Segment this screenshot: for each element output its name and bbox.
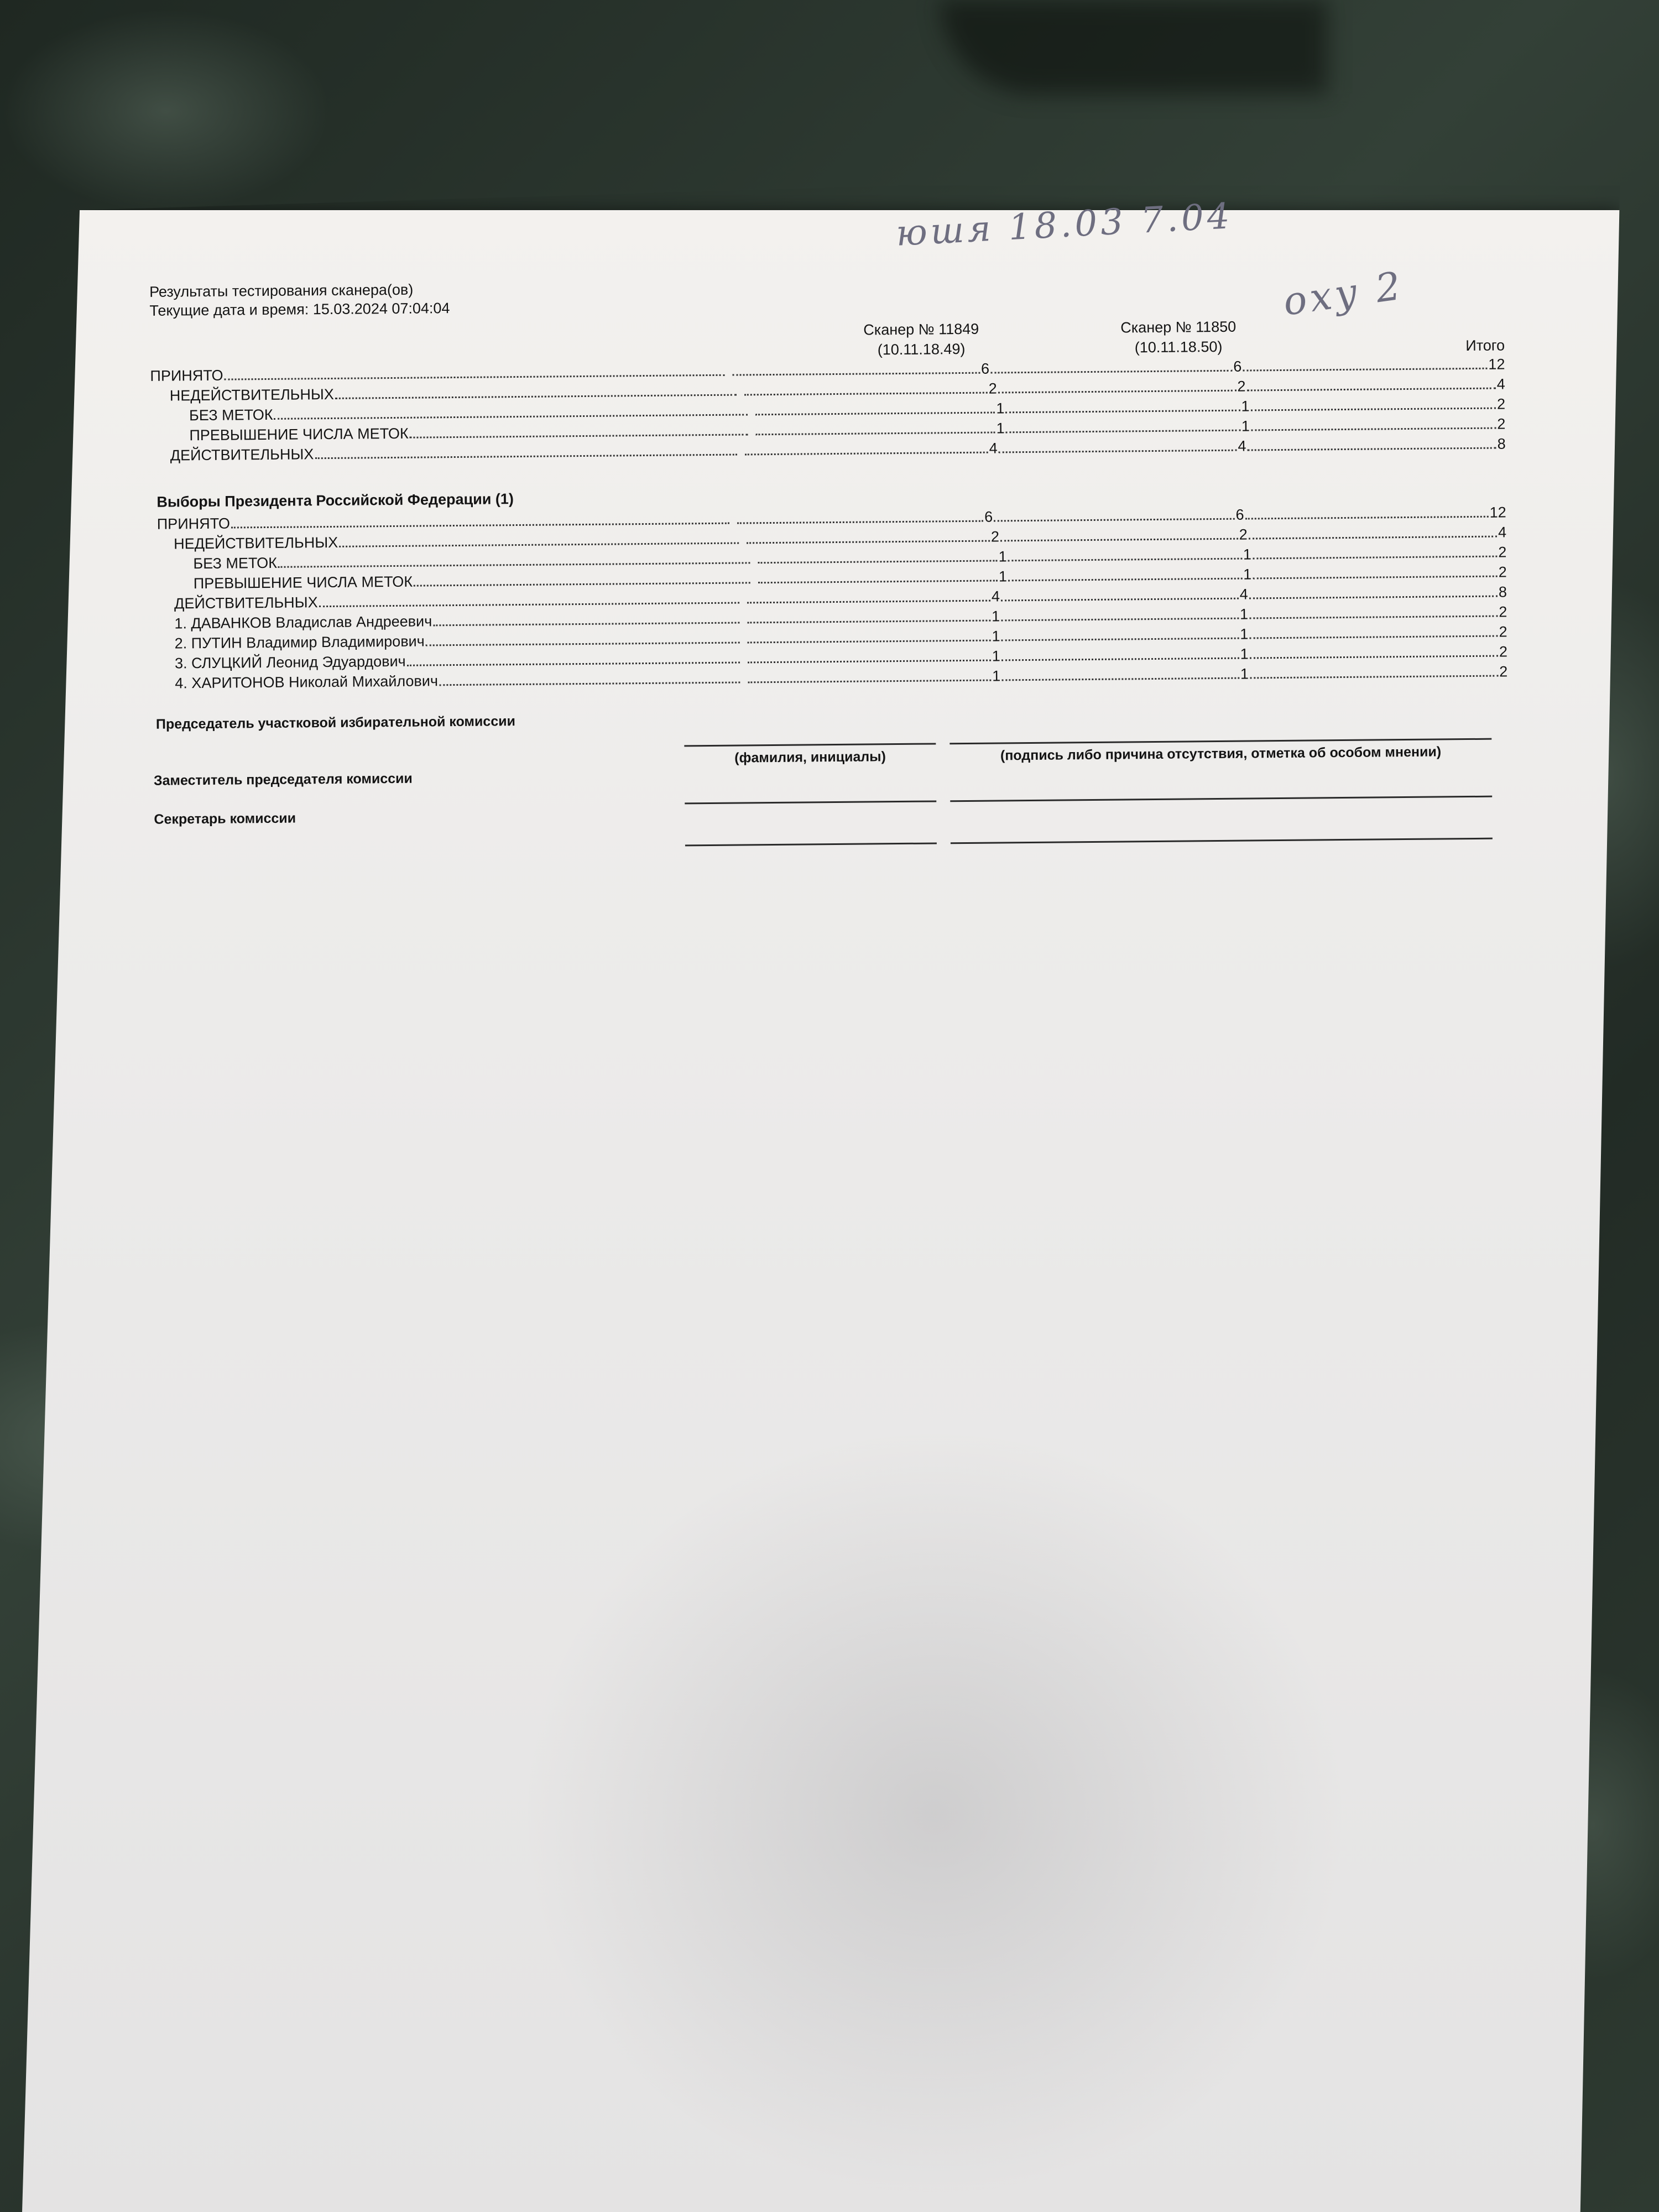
scanner1-ip: (10.11.18.49) (877, 340, 966, 358)
row-label: БЕЗ МЕТОК (189, 406, 273, 424)
handwritten-note-top: юшя 18.03 7.04 (895, 196, 1234, 254)
total-value: 2 (1499, 603, 1507, 620)
scanner1-value: 6 (984, 508, 993, 525)
total-value: 2 (1498, 544, 1507, 561)
scanner2-value: 1 (1239, 606, 1249, 623)
row-label: ПРЕВЫШЕНИЕ ЧИСЛА МЕТОК (193, 573, 413, 592)
scanner2-value: 1 (1241, 418, 1250, 435)
scanner1-value: 2 (990, 528, 1000, 545)
row-label: БЕЗ МЕТОК (193, 554, 278, 572)
deputy-name-line[interactable] (685, 800, 936, 804)
candidate-name: 4. ХАРИТОНОВ Николай Михайлович (175, 672, 439, 692)
total-value: 12 (1489, 504, 1506, 521)
candidate-name: 3. СЛУЦКИЙ Леонид Эдуардович (174, 653, 406, 672)
scanner2-value: 2 (1237, 378, 1246, 395)
scanner1-value: 4 (991, 588, 1000, 605)
scanner2-value: 1 (1243, 546, 1252, 563)
scanner1-value: 6 (980, 360, 990, 377)
total-value: 2 (1499, 643, 1508, 660)
scanner1-header (838, 319, 1005, 360)
scanner2-value: 6 (1235, 506, 1244, 523)
scanner2-value: 4 (1239, 586, 1248, 603)
scanner2-value: 1 (1240, 625, 1249, 643)
row-label: ПРИНЯТО (156, 515, 231, 533)
scanner1-value: 1 (996, 400, 1005, 417)
row-label: НЕДЕЙСТВИТЕЛЬНЫХ (169, 385, 334, 404)
scanner1-value: 1 (992, 628, 1000, 645)
candidate-name: 1. ДАВАНКОВ Владислав Андреевич (174, 613, 432, 632)
row-label: ПРЕВЫШЕНИЕ ЧИСЛА МЕТОК (189, 425, 409, 444)
scanner2-value: 1 (1243, 566, 1252, 583)
total-value: 2 (1499, 623, 1507, 640)
scanner2-value: 1 (1240, 645, 1249, 662)
name-caption: (фамилия, инициалы) (734, 749, 886, 766)
report-title: Результаты тестирования сканера(ов) (149, 281, 414, 300)
scanner2-header (1095, 316, 1262, 358)
chair-label: Председатель участковой избирательной комиссии (155, 713, 516, 732)
election-title: Выборы Президента Российской Федерации (1) (156, 491, 514, 510)
row-label: ДЕЙСТВИТЕЛЬНЫХ (174, 594, 318, 612)
scanner2-value: 1 (1241, 398, 1250, 415)
total-value: 2 (1499, 663, 1508, 680)
candidate-name: 2. ПУТИН Владимир Владимирович (174, 633, 425, 652)
total-value: 2 (1496, 395, 1506, 413)
row-label: НЕДЕЙСТВИТЕЛЬНЫХ (174, 534, 338, 552)
scanner2-value: 1 (1240, 665, 1249, 682)
scanner2-ip: (10.11.18.50) (1134, 338, 1223, 356)
total-value: 4 (1498, 524, 1507, 541)
secretary-signature-line[interactable] (951, 838, 1493, 844)
secretary-label: Секретарь комиссии (154, 810, 296, 827)
scanner1-value: 4 (989, 440, 998, 457)
scanner1-value: 1 (992, 667, 1001, 685)
deputy-signature-line[interactable] (950, 796, 1492, 802)
secretary-name-line[interactable] (685, 842, 937, 846)
total-value: 4 (1496, 375, 1505, 393)
scanner2-value: 2 (1239, 526, 1248, 543)
scanner1-value: 1 (992, 608, 1000, 625)
total-value: 8 (1498, 583, 1507, 601)
total-value: 12 (1488, 356, 1505, 373)
scanner-test-report (138, 270, 1510, 901)
row-label: ПРИНЯТО (150, 367, 223, 384)
scanner2-value: 6 (1233, 358, 1242, 375)
handwritten-note-side: оху 2 (1280, 263, 1407, 325)
scanner1-value: 1 (998, 548, 1007, 565)
row-label: ДЕЙСТВИТЕЛЬНЫХ (170, 446, 314, 464)
paper-shadow (520, 1427, 1349, 2201)
scanner1-value: 1 (992, 648, 1001, 665)
total-value: 2 (1497, 415, 1506, 432)
scanner1-value: 2 (988, 380, 997, 397)
total-value: 2 (1498, 564, 1507, 581)
total-value: 8 (1497, 435, 1506, 452)
scanner1-value: 1 (998, 568, 1008, 585)
scanner1-name: Сканер № 11849 (863, 320, 979, 338)
signature-caption: (подпись либо причина отсутствия, отметка об особом мнении) (1000, 744, 1442, 764)
scanner2-name: Сканер № 11850 (1120, 318, 1237, 336)
scanner2-value: 4 (1238, 437, 1246, 455)
counter-surface-shadow (940, 0, 1327, 94)
total-header: Итого (1465, 337, 1505, 354)
deputy-label: Заместитель председателя комиссии (153, 770, 413, 789)
scanner1-value: 1 (996, 420, 1005, 437)
report-datetime: Текущие дата и время: 15.03.2024 07:04:04 (149, 300, 450, 319)
